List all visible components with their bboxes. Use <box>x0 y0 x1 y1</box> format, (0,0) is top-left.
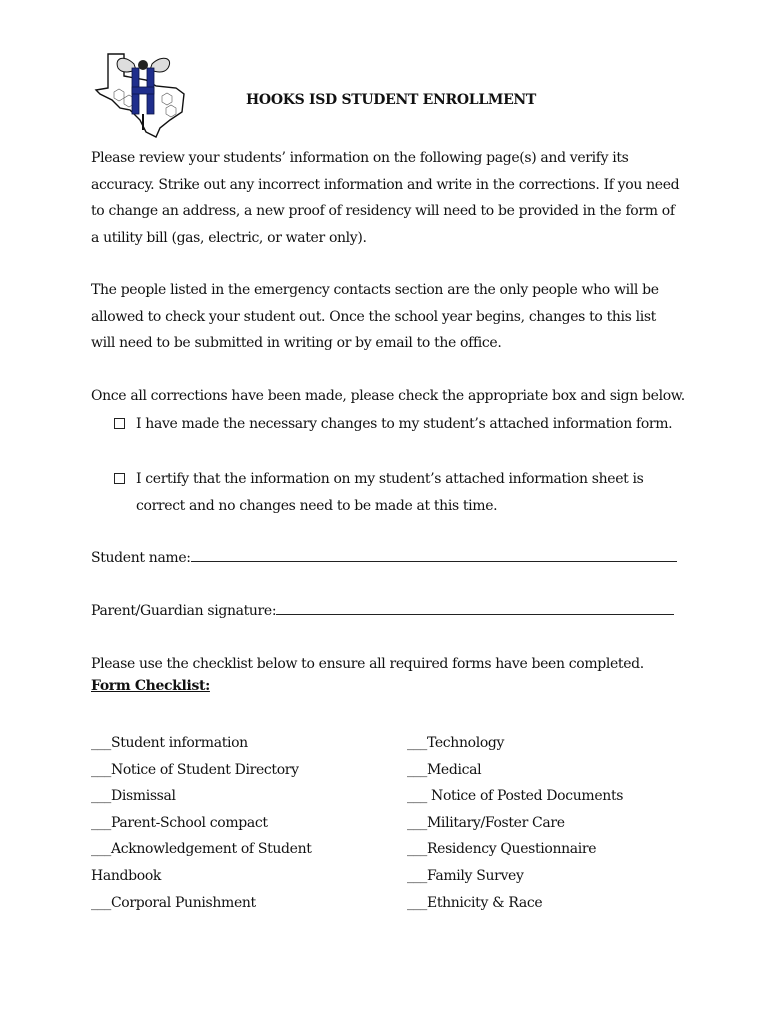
checklist-right-column <box>407 730 623 916</box>
no-changes-checkbox[interactable] <box>114 473 125 484</box>
checklist-title: Form Checklist: <box>91 678 210 694</box>
no-changes-label: I certify that the information on my student’s attached information sheet is correct and no changes need to be made at this time. <box>136 471 644 514</box>
parent-signature-label: Parent/Guardian signature: <box>91 603 277 619</box>
instructions-paragraph: Once all corrections have been made, please check the appropriate box and sign below. <box>91 388 685 404</box>
checklist-item: ___Dismissal <box>91 788 176 805</box>
checklist-item: ___Ethnicity & Race <box>407 894 543 911</box>
checklist-item: ___Technology <box>407 735 505 751</box>
checklist-item: ___Parent-School compact <box>91 814 268 831</box>
checklist-item: ___Acknowledgement of Student <box>91 841 312 858</box>
checklist-item: Handbook <box>91 867 162 884</box>
changes-made-label: I have made the necessary changes to my student’s attached information form. <box>136 416 673 432</box>
parent-signature-field <box>91 598 674 624</box>
changes-made-checkbox[interactable] <box>114 418 125 429</box>
checklist-intro: Please use the checklist below to ensure all required forms have been completed. <box>91 656 644 672</box>
student-name-line[interactable] <box>191 549 677 562</box>
parent-signature-line[interactable] <box>276 602 674 615</box>
checklist-item: ___Residency Questionnaire <box>407 841 597 858</box>
student-name-field <box>91 545 677 571</box>
page-title: HOOKS ISD STUDENT ENROLLMENT <box>246 92 537 108</box>
checklist-item: ___Military/Foster Care <box>407 814 565 831</box>
checklist-item: ___Notice of Student Directory <box>91 761 299 778</box>
checklist-item: ___Medical <box>407 761 482 778</box>
student-name-label: Student name: <box>91 550 191 566</box>
checklist-item: ___Family Survey <box>407 867 524 884</box>
checklist-item: ___Student information <box>91 735 248 751</box>
checklist-left-column <box>91 730 312 916</box>
emergency-contacts-paragraph: The people listed in the emergency contacts section are the only people who will be allowed to check your student out. Once the school year begins, changes to this list will need to be submitted in writing or by email to the office. <box>91 282 659 351</box>
checklist-item: ___Corporal Punishment <box>91 894 256 911</box>
intro-paragraph: Please review your students’ information on the following page(s) and verify its accuracy. Strike out any incorrect information and write in the corrections. If you need to change an address, a new proof of residency will need to be provided in the form of a utility bill (gas, electric, or water only). <box>91 150 680 246</box>
checklist-item: ___ Notice of Posted Documents <box>407 788 624 805</box>
school-logo <box>94 50 190 138</box>
